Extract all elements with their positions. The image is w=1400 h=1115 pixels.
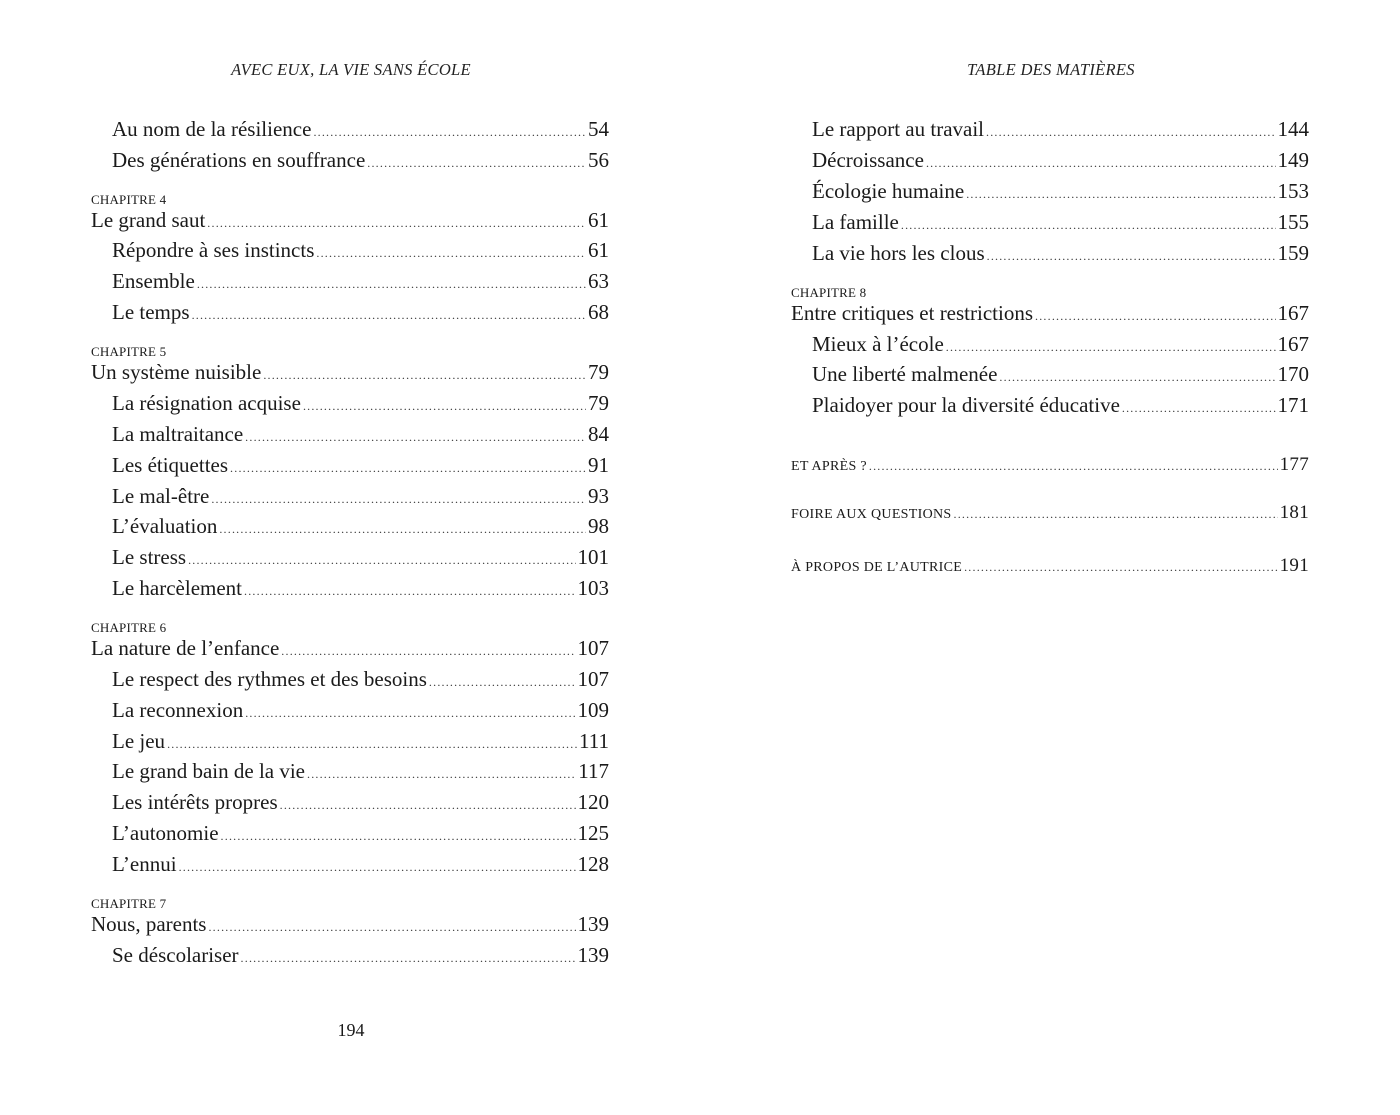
dot-leader [987, 243, 1276, 269]
dot-leader [280, 792, 576, 818]
toc-section-entry [791, 240, 1309, 269]
entry-title: Le temps [112, 300, 190, 324]
entry-page-number: 107 [577, 636, 609, 660]
dot-leader [167, 731, 577, 757]
toc-section-entry [91, 299, 609, 328]
toc-back-matter-entry [791, 500, 1309, 528]
entry-title: Le stress [112, 545, 187, 569]
entry-page-number: 63 [588, 269, 609, 293]
entry-page-number: 101 [577, 545, 609, 569]
dot-leader [241, 945, 576, 971]
entry-title: Les étiquettes [112, 453, 229, 477]
right-page [700, 0, 1400, 1115]
entry-title: Le grand bain de la vie [112, 759, 305, 783]
entry-page-number: 144 [1277, 117, 1309, 141]
entry-page-number: 149 [1277, 148, 1309, 172]
toc-section-entry [91, 421, 609, 450]
entry-title: L’ennui [112, 852, 177, 876]
toc-section-entry [791, 147, 1309, 176]
toc-section-entry [91, 942, 609, 971]
entry-page-number: 120 [577, 790, 609, 814]
entry-page-number: 167 [1277, 301, 1309, 325]
entry-page-number: 61 [588, 238, 609, 262]
toc-chapter-entry [91, 359, 609, 388]
entry-title: Entre critiques et restrictions [791, 301, 1034, 325]
toc-section-entry [91, 268, 609, 297]
entry-page-number: 56 [588, 148, 609, 172]
entry-title: Mieux à l’école [812, 332, 944, 356]
entry-page-number: 93 [588, 484, 609, 508]
dot-leader [197, 271, 586, 297]
dot-leader [207, 210, 586, 236]
toc-section-entry [791, 116, 1309, 145]
entry-page-number: 191 [1279, 555, 1309, 576]
entry-page-number: 103 [577, 576, 609, 600]
page-number: 194 [337, 1020, 365, 1040]
toc-section-entry [791, 331, 1309, 360]
dot-leader [1122, 395, 1276, 421]
entry-page-number: 98 [588, 514, 609, 538]
toc-chapter-entry [91, 911, 609, 940]
entry-title: Le mal-être [112, 484, 210, 508]
toc-section-entry [91, 820, 609, 849]
entry-title: FOIRE AUX QUESTIONS [791, 507, 952, 522]
entry-page-number: 68 [588, 300, 609, 324]
dot-leader [211, 486, 586, 512]
toc-section-entry [91, 237, 609, 266]
entry-title: Écologie humaine [812, 179, 965, 203]
entry-page-number: 111 [579, 729, 609, 753]
entry-title: Ensemble [112, 269, 195, 293]
entry-title: Le harcèlement [112, 576, 242, 600]
entry-page-number: 107 [577, 667, 609, 691]
dot-leader [244, 578, 576, 604]
toc-section-entry [91, 390, 609, 419]
entry-title: À PROPOS DE L’AUTRICE [791, 560, 963, 575]
entry-page-number: 125 [577, 821, 609, 845]
entry-title: Répondre à ses instincts [112, 238, 315, 262]
dot-leader [901, 212, 1276, 238]
entry-title: L’évaluation [112, 514, 218, 538]
entry-page-number: 167 [1277, 332, 1309, 356]
dot-leader [986, 119, 1276, 145]
toc-section-entry [91, 666, 609, 695]
entry-title: Les intérêts propres [112, 790, 278, 814]
entry-page-number: 128 [577, 852, 609, 876]
entry-page-number: 155 [1277, 210, 1309, 234]
toc-section-entry [91, 728, 609, 757]
chapter-label: CHAPITRE 5 [91, 344, 167, 359]
toc-section-entry [91, 544, 609, 573]
dot-leader [367, 150, 586, 176]
dot-leader [954, 501, 1278, 527]
dot-leader [221, 823, 576, 849]
toc-chapter-entry [91, 635, 609, 664]
entry-page-number: 79 [588, 391, 609, 415]
entry-title: La reconnexion [112, 698, 244, 722]
entry-page-number: 139 [577, 943, 609, 967]
toc-back-matter-entry [791, 553, 1309, 581]
entry-page-number: 117 [578, 759, 609, 783]
entry-page-number: 181 [1279, 502, 1309, 523]
entry-page-number: 159 [1277, 241, 1309, 265]
chapter-label: CHAPITRE 4 [91, 192, 167, 207]
dot-leader [313, 119, 586, 145]
entry-title: Le respect des rythmes et des besoins [112, 667, 427, 691]
dot-leader [307, 761, 576, 787]
entry-title: La nature de l’enfance [91, 636, 280, 660]
entry-page-number: 61 [588, 208, 609, 232]
entry-page-number: 153 [1277, 179, 1309, 203]
entry-page-number: 177 [1279, 454, 1309, 475]
entry-page-number: 171 [1277, 393, 1309, 417]
entry-title: Nous, parents [91, 912, 207, 936]
toc-section-entry [91, 575, 609, 604]
dot-leader [1035, 303, 1275, 329]
dot-leader [208, 914, 575, 940]
entry-title: Décroissance [812, 148, 924, 172]
toc-section-entry [791, 392, 1309, 421]
dot-leader [926, 150, 1276, 176]
entry-title: ET APRÈS ? [791, 459, 867, 474]
dot-leader [192, 302, 586, 328]
entry-title: Plaidoyer pour la diversité éducative [812, 393, 1120, 417]
entry-title: La vie hors les clous [812, 241, 985, 265]
toc-chapter-entry [91, 207, 609, 236]
toc-section-entry [791, 209, 1309, 238]
toc-section-entry [91, 116, 609, 145]
dot-leader [303, 393, 586, 419]
entry-title: La maltraitance [112, 422, 244, 446]
toc-section-entry [91, 758, 609, 787]
entry-title: L’autonomie [112, 821, 219, 845]
dot-leader [999, 364, 1275, 390]
entry-title: Le jeu [112, 729, 166, 753]
entry-title: Des générations en souffrance [112, 148, 366, 172]
toc-section-entry [91, 851, 609, 880]
chapter-label: CHAPITRE 6 [91, 620, 167, 635]
toc-section-entry [91, 697, 609, 726]
dot-leader [188, 547, 575, 573]
dot-leader [966, 181, 1275, 207]
entry-title: Le grand saut [91, 208, 206, 232]
entry-page-number: 109 [577, 698, 609, 722]
entry-page-number: 139 [577, 912, 609, 936]
dot-leader [964, 554, 1278, 580]
chapter-label: CHAPITRE 7 [91, 896, 167, 911]
dot-leader [245, 424, 586, 450]
toc-section-entry [91, 513, 609, 542]
entry-title: La résignation acquise [112, 391, 301, 415]
dot-leader [179, 854, 576, 880]
toc-chapter-entry [791, 300, 1309, 329]
entry-page-number: 84 [588, 422, 609, 446]
dot-leader [316, 240, 586, 266]
chapter-label: CHAPITRE 8 [791, 285, 867, 300]
toc-section-entry [791, 178, 1309, 207]
entry-page-number: 170 [1277, 362, 1309, 386]
entry-page-number: 79 [588, 360, 609, 384]
entry-title: Le rapport au travail [812, 117, 984, 141]
running-head: TABLE DES MATIÈRES [967, 60, 1135, 79]
toc-back-matter-entry [791, 452, 1309, 480]
dot-leader [219, 516, 586, 542]
toc-section-entry [91, 789, 609, 818]
dot-leader [869, 453, 1278, 479]
toc-section-entry [91, 452, 609, 481]
dot-leader [245, 700, 575, 726]
entry-title: Une liberté malmenée [812, 362, 998, 386]
toc-section-entry [791, 361, 1309, 390]
entry-page-number: 54 [588, 117, 609, 141]
dot-leader [281, 638, 575, 664]
running-head: AVEC EUX, LA VIE SANS ÉCOLE [231, 60, 471, 79]
entry-title: Se déscolariser [112, 943, 239, 967]
dot-leader [263, 362, 586, 388]
dot-leader [429, 669, 576, 695]
toc-section-entry [91, 483, 609, 512]
entry-title: La famille [812, 210, 899, 234]
dot-leader [230, 455, 586, 481]
dot-leader [946, 334, 1276, 360]
entry-title: Un système nuisible [91, 360, 262, 384]
entry-page-number: 91 [588, 453, 609, 477]
entry-title: Au nom de la résilience [112, 117, 312, 141]
toc-section-entry [91, 147, 609, 176]
